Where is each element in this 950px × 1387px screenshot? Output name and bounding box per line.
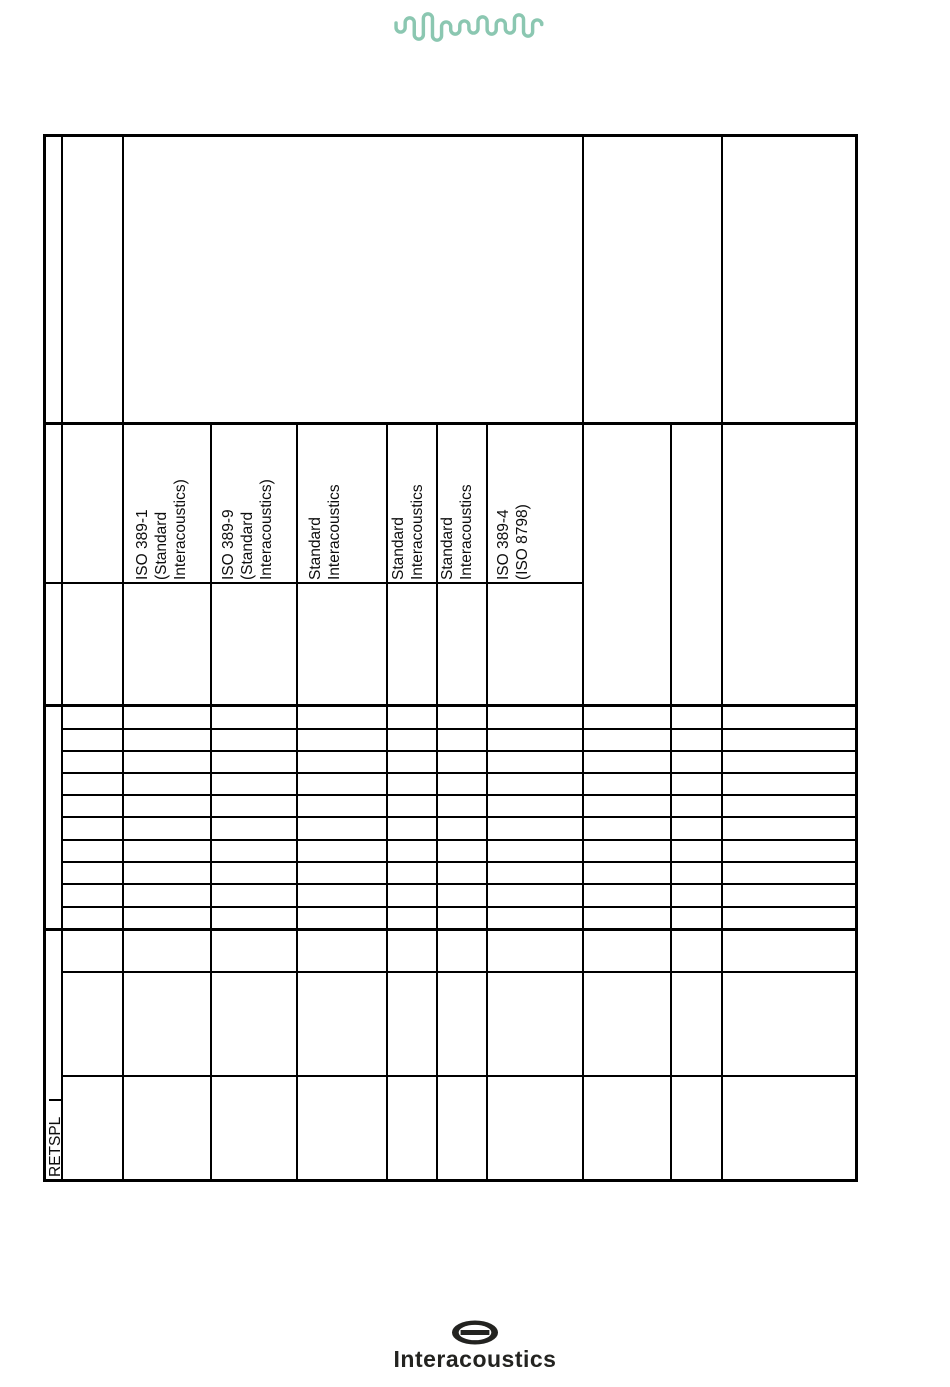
column-header-iso-389-1 [133, 422, 190, 580]
column-header-standard-interacoustics-1 [306, 422, 344, 580]
column-header-line: Standard [390, 517, 407, 580]
column-header-line: Interacoustics [326, 484, 343, 580]
grid-line [386, 422, 388, 1179]
column-header-iso-389-9 [219, 422, 276, 580]
column-header-line: (ISO 8798) [514, 504, 531, 580]
waveform-squiggle-logo [392, 7, 564, 45]
column-header-line: ISO 389-1 [134, 509, 151, 580]
column-header-line: Standard [307, 517, 324, 580]
grid-line [62, 883, 855, 885]
grid-line [61, 137, 63, 1179]
grid-line [670, 422, 672, 1179]
grid-line [46, 928, 855, 931]
grid-line [721, 137, 723, 1179]
grid-line [122, 137, 124, 1179]
column-header-line: Interacoustics) [258, 479, 275, 580]
grid-line [210, 422, 212, 1179]
grid-line [62, 816, 855, 818]
waveform-path [396, 14, 542, 40]
grid-line [62, 772, 855, 774]
grid-line [46, 582, 584, 584]
retspl-label: RETSPL [47, 1116, 64, 1177]
grid-line [62, 728, 855, 730]
grid-line [486, 422, 488, 1179]
grid-line [62, 794, 855, 796]
column-header-line: Interacoustics) [172, 479, 189, 580]
interacoustics-logo [355, 1320, 595, 1373]
retspl-table [43, 134, 858, 1182]
interacoustics-eye-icon [451, 1320, 499, 1345]
grid-line [62, 861, 855, 863]
column-header-iso-389-4 [494, 422, 532, 580]
grid-line [62, 906, 855, 908]
grid-line [46, 704, 855, 707]
grid-line [62, 1075, 855, 1077]
grid-line [582, 137, 584, 1179]
column-header-line: (Standard [153, 511, 170, 580]
grid-line [296, 422, 298, 1179]
grid-line [62, 839, 855, 841]
column-header-line: (Standard [239, 511, 256, 580]
eye-bar [461, 1330, 490, 1335]
column-header-line: Standard [439, 517, 456, 580]
column-header-standard-interacoustics-2 [389, 422, 427, 580]
column-header-line: ISO 389-4 [495, 509, 512, 580]
column-header-line: ISO 389-9 [220, 509, 237, 580]
column-header-line: Interacoustics [458, 484, 475, 580]
column-header-standard-interacoustics-3 [438, 422, 476, 580]
logo-wordmark: Interacoustics [393, 1346, 557, 1372]
grid-line [62, 750, 855, 752]
grid-line [62, 971, 855, 973]
column-header-line: Interacoustics [409, 484, 426, 580]
